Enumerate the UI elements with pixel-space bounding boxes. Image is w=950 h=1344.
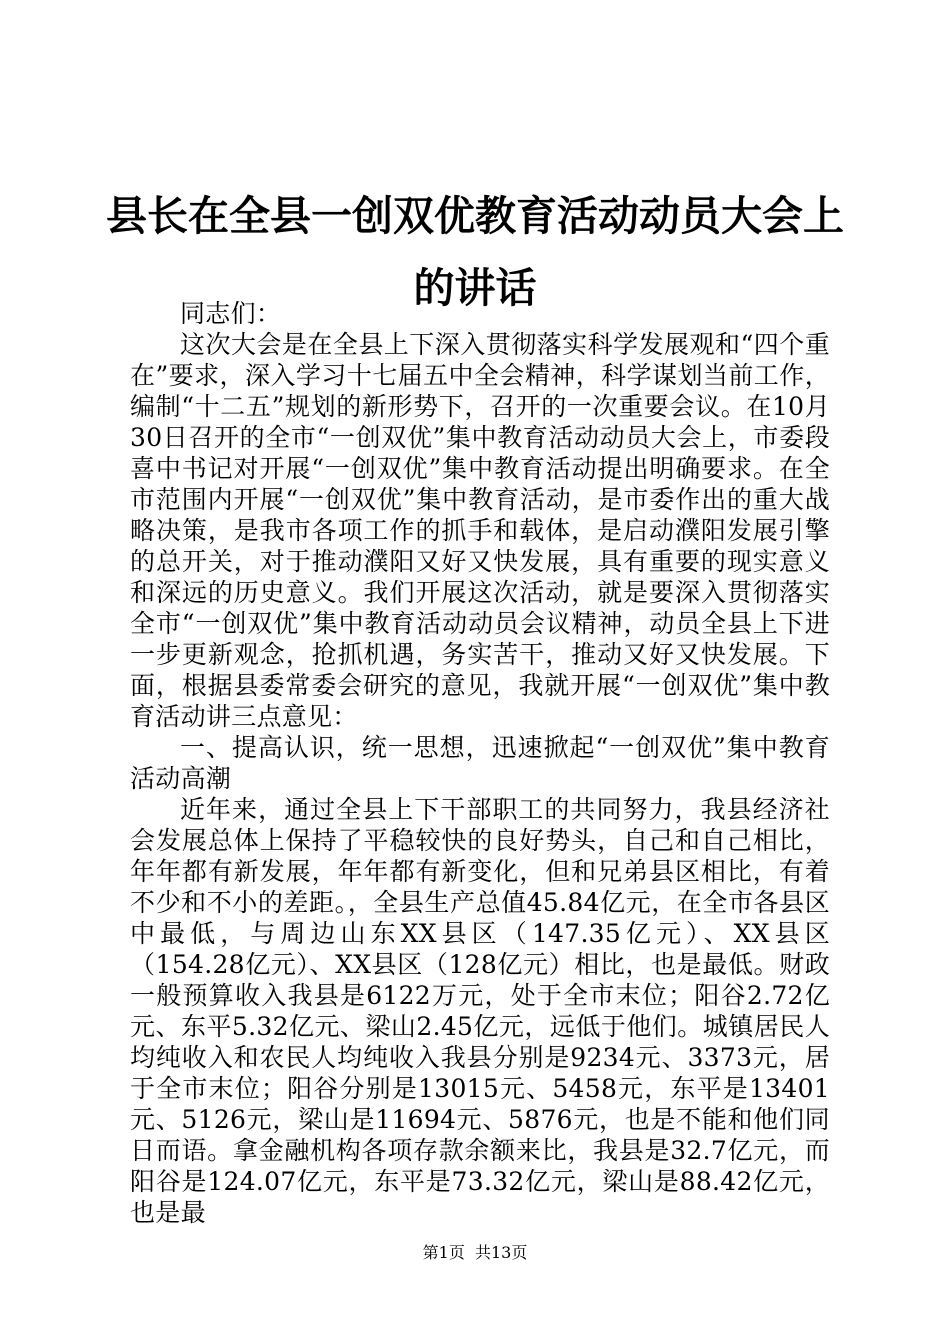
section-heading-paragraph: 一、提高认识，统一思想，迅速掀起“一创双优”集中教育活动高潮 xyxy=(130,733,830,793)
body-paragraph: 近年来，通过全县上下干部职工的共同努力，我县经济社会发展总体上保持了平稳较快的良好势头，自己和自己相比，年年都有新发展，年年都有新变化，但和兄弟县区相比，有着不少和不小的差距。，全县生产总值45.84亿元，在全市各县区中最低，与周边山东XX县区（147.35亿元）、XX县区（154.28亿元）、XX县区（128亿元）相比，也是最低。财政一般预算收入我县是6122万元，处于全市末位；阳谷2.72亿元、东平5.32亿元、梁山2.45亿元，远低于他们。城镇居民人均纯收入和农民人均纯收入我县分别是9234元、3373元，居于全市末位；阳谷分别是13015元、5458元，东平是13401元、5126元，梁山是11694元、5876元，也是不能和他们同日而语。拿金融机构各项存款余额来比，我县是32.7亿元，而阳谷是124.07亿元，东平是73.32亿元，梁山是88.42亿元，也是最 xyxy=(130,795,830,1227)
document-title: 县长在全县一创双优教育活动动员大会上的讲话 xyxy=(106,192,844,312)
page-footer xyxy=(0,1242,950,1264)
salutation-paragraph: 同志们： xyxy=(180,299,282,328)
intro-paragraph: 这次大会是在全县上下深入贯彻落实科学发展观和“四个重在”要求，深入学习十七届五中全会精神，科学谋划当前工作，编制“十二五”规划的新形势下，召开的一次重要会议。在10月30日召开的全市“一创双优”集中教育活动动员大会上，市委段喜中书记对开展“一创双优”集中教育活动提出明确要求。在全市范围内开展“一创双优”集中教育活动，是市委作出的重大战略决策，是我市各项工作的抓手和载体，是启动濮阳发展引擎的总开关，对于推动濮阳又好又快发展，具有重要的现实意义和深远的历史意义。我们开展这次活动，就是要深入贯彻落实全市“一创双优”集中教育活动动员会议精神，动员全县上下进一步更新观念，抢抓机遇，务实苦干，推动又好又快发展。下面，根据县委常委会研究的意见，我就开展“一创双优”集中教育活动讲三点意见： xyxy=(130,330,830,731)
document-body xyxy=(130,298,830,1228)
page-number: 第1页 共13页 xyxy=(422,1243,528,1262)
